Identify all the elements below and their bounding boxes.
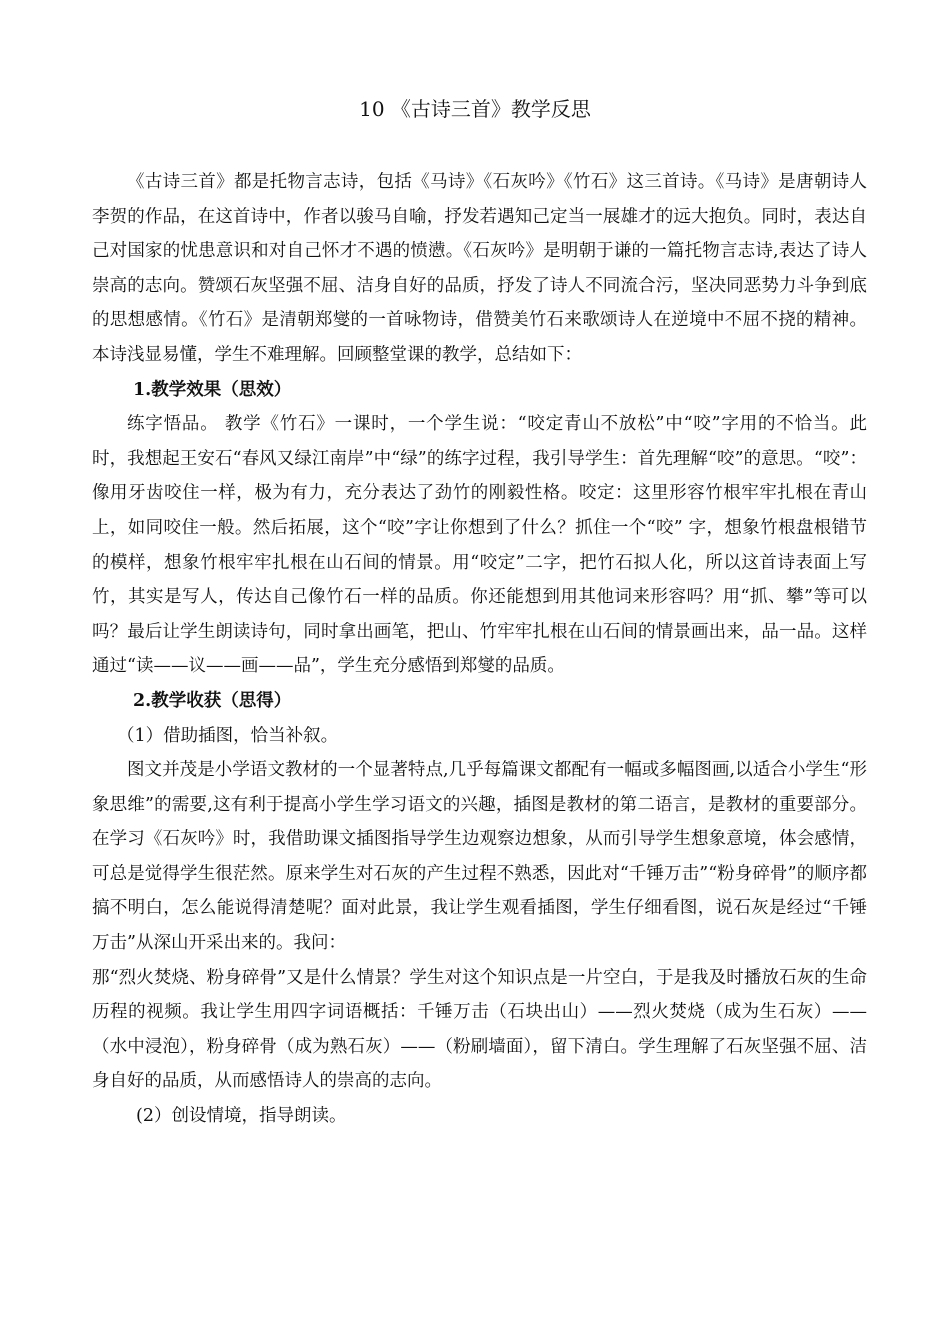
intro-paragraph: 《古诗三首》都是托物言志诗，包括《马诗》《石灰吟》《竹石》这三首诗。《马诗》是唐朝诗人李贺的作品，在这首诗中，作者以骏马自喻，抒发若遇知己定当一展雄才的远大抱负。同时，表达自己对国家的忧患意识和对自己怀才不遇的愤懑。《石灰吟》是明朝于谦的一篇托物言志诗,表达了诗人崇高的志向。赞颂石灰坚强不屈、洁身自好的品质，抒发了诗人不同流合污，坚决同恶势力斗争到底的思想感情。《竹石》是清朝郑燮的一首咏物诗，借赞美竹石来歌颂诗人在逆境中不屈不挠的精神。本诗浅显易懂，学生不难理解。回顾整堂课的教学，总结如下： <box>92 172 867 365</box>
subsection-1-paragraph-a: 图文并茂是小学语文教材的一个显著特点,几乎每篇课文都配有一幅或多幅图画,以适合小学生“形象思维”的需要,这有利于提高小学生学习语文的兴趣，插图是教材的第二语言，是教材的重要部分。在学习《石灰吟》时，我借助课文插图指导学生边观察边想象，从而引导学生想象意境，体会感情，可总是觉得学生很茫然。原来学生对石灰的产生过程不熟悉，因此对“千锤万击”“粉身碎骨”的顺序都搞不明白，怎么能说得清楚呢？面对此景，我让学生观看插图，学生仔细看图，说石灰是经过“千锤万击”从深山开采出来的。我问： <box>92 760 867 954</box>
section-1-paragraph: 练字悟品。 教学《竹石》一课时，一个学生说：“咬定青山不放松”中“咬”字用的不恰当。此时，我想起王安石“春风又绿江南岸”中“绿”的练字过程，我引导学生：首先理解“咬”的意思。“咬”：像用牙齿咬住一样，极为有力，充分表达了劲竹的刚毅性格。咬定：这里形容竹根牢牢扎根在青山上，如同咬住一般。然后拓展，这个“咬”字让你想到了什么？抓住一个“咬” 字，想象竹根盘根错节的模样，想象竹根牢牢扎根在山石间的情景。用“咬定”二字，把竹石拟人化，所以这首诗表面上写竹，其实是写人，传达自己像竹石一样的品质。你还能想到用其他词来形容吗？用“抓、攀”等可以吗？最后让学生朗读诗句，同时拿出画笔，把山、竹牢牢扎根在山石间的情景画出来，品一品。这样通过“读——议——画——品”，学生充分感悟到郑燮的品质。 <box>92 414 867 677</box>
section-2-heading: 2.教学收获（思得） <box>133 690 292 711</box>
subsection-1-title: （1）借助插图，恰当补叙。 <box>117 725 339 746</box>
subsection-2-title: (2）创设情境，指导朗读。 <box>136 1106 347 1127</box>
section-1-heading: 1.教学效果（思效） <box>133 379 292 400</box>
document-title: 10 《古诗三首》教学反思 <box>359 97 591 121</box>
subsection-1-paragraph-b: 那“烈火焚烧、粉身碎骨”又是什么情景？学生对这个知识点是一片空白，于是我及时播放石灰的生命历程的视频。我让学生用四字词语概括：千锤万击（石块出山）——烈火焚烧（成为生石灰）——（水中浸泡），粉身碎骨（成为熟石灰）——（粉刷墙面），留下清白。学生理解了石灰坚强不屈、洁身自好的品质，从而感悟诗人的崇高的志向。 <box>92 967 867 1092</box>
document-body <box>92 165 867 1134</box>
